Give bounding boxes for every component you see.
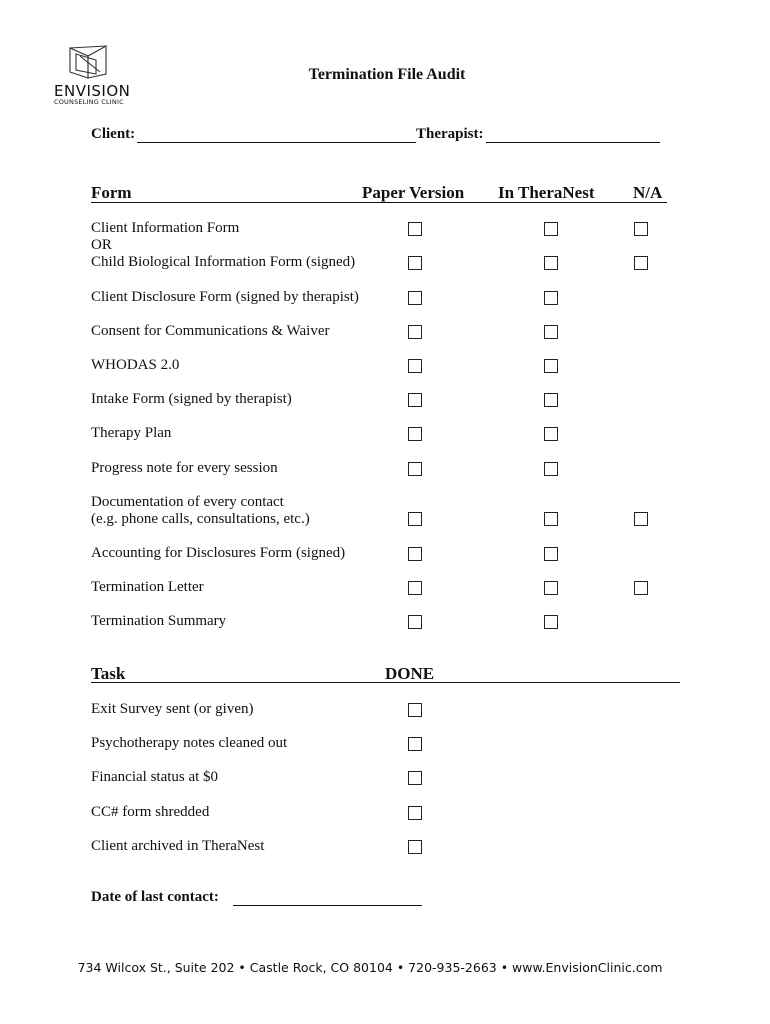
- date-of-last-contact-label: Date of last contact:: [91, 889, 219, 905]
- paper-checkbox[interactable]: [408, 581, 422, 595]
- form-label: Client Disclosure Form (signed by therapist): [91, 289, 359, 305]
- theranest-checkbox[interactable]: [544, 256, 558, 270]
- form-label: Documentation of every contact: [91, 494, 284, 510]
- done-checkbox[interactable]: [408, 771, 422, 785]
- form-label: Client Information Form: [91, 220, 240, 236]
- client-field[interactable]: [137, 142, 416, 143]
- na-checkbox[interactable]: [634, 581, 648, 595]
- date-of-last-contact-field[interactable]: [233, 905, 422, 906]
- theranest-checkbox[interactable]: [544, 512, 558, 526]
- theranest-checkbox[interactable]: [544, 581, 558, 595]
- na-column-header: N/A: [633, 183, 663, 202]
- paper-checkbox[interactable]: [408, 359, 422, 373]
- task-label: Exit Survey sent (or given): [91, 701, 254, 717]
- paper-column-header: Paper Version: [362, 183, 465, 202]
- paper-checkbox[interactable]: [408, 325, 422, 339]
- form-label-or: OR: [91, 237, 112, 253]
- theranest-checkbox[interactable]: [544, 547, 558, 561]
- paper-checkbox[interactable]: [408, 615, 422, 629]
- task-label: CC# form shredded: [91, 804, 210, 820]
- therapist-label: Therapist:: [416, 126, 484, 142]
- paper-checkbox[interactable]: [408, 512, 422, 526]
- paper-checkbox[interactable]: [408, 222, 422, 236]
- form-label: Progress note for every session: [91, 460, 278, 476]
- form-label: Accounting for Disclosures Form (signed): [91, 545, 346, 561]
- paper-checkbox[interactable]: [408, 462, 422, 476]
- na-checkbox[interactable]: [634, 256, 648, 270]
- task-column-header: Task: [91, 664, 126, 683]
- theranest-checkbox[interactable]: [544, 427, 558, 441]
- form-label: Intake Form (signed by therapist): [91, 391, 292, 407]
- client-label: Client:: [91, 126, 136, 142]
- brand-subtitle: COUNSELING CLINIC: [54, 98, 124, 106]
- form-label: Child Biological Information Form (signed): [91, 254, 356, 270]
- task-label: Financial status at $0: [91, 769, 219, 785]
- done-checkbox[interactable]: [408, 703, 422, 717]
- brand-name: ENVISION: [54, 82, 131, 100]
- form-label: Therapy Plan: [91, 425, 172, 441]
- paper-checkbox[interactable]: [408, 291, 422, 305]
- paper-checkbox[interactable]: [408, 256, 422, 270]
- done-checkbox[interactable]: [408, 840, 422, 854]
- task-label: Client archived in TheraNest: [91, 838, 265, 854]
- done-column-header: DONE: [385, 664, 435, 683]
- theranest-checkbox[interactable]: [544, 291, 558, 305]
- form-label: Consent for Communications & Waiver: [91, 323, 330, 339]
- done-checkbox[interactable]: [408, 737, 422, 751]
- na-checkbox[interactable]: [634, 222, 648, 236]
- task-header-underline: [91, 682, 680, 683]
- paper-checkbox[interactable]: [408, 427, 422, 441]
- theranest-checkbox[interactable]: [544, 393, 558, 407]
- paper-checkbox[interactable]: [408, 547, 422, 561]
- theranest-checkbox[interactable]: [544, 325, 558, 339]
- form-label: Termination Summary: [91, 613, 227, 629]
- na-checkbox[interactable]: [634, 512, 648, 526]
- task-label: Psychotherapy notes cleaned out: [91, 735, 288, 751]
- theranest-checkbox[interactable]: [544, 222, 558, 236]
- done-checkbox[interactable]: [408, 806, 422, 820]
- theranest-checkbox[interactable]: [544, 359, 558, 373]
- form-label: WHODAS 2.0: [91, 357, 180, 373]
- theranest-checkbox[interactable]: [544, 462, 558, 476]
- therapist-field[interactable]: [486, 142, 660, 143]
- theranest-checkbox[interactable]: [544, 615, 558, 629]
- form-column-header: Form: [91, 183, 132, 202]
- form-label-detail: (e.g. phone calls, consultations, etc.): [91, 511, 310, 527]
- footer-address: 734 Wilcox St., Suite 202 • Castle Rock, CO 80104 • 720-935-2663 • www.EnvisionClinic.com: [77, 960, 663, 975]
- form-label: Termination Letter: [91, 579, 204, 595]
- document-title: Termination File Audit: [308, 66, 466, 83]
- theranest-column-header: In TheraNest: [498, 183, 595, 202]
- paper-checkbox[interactable]: [408, 393, 422, 407]
